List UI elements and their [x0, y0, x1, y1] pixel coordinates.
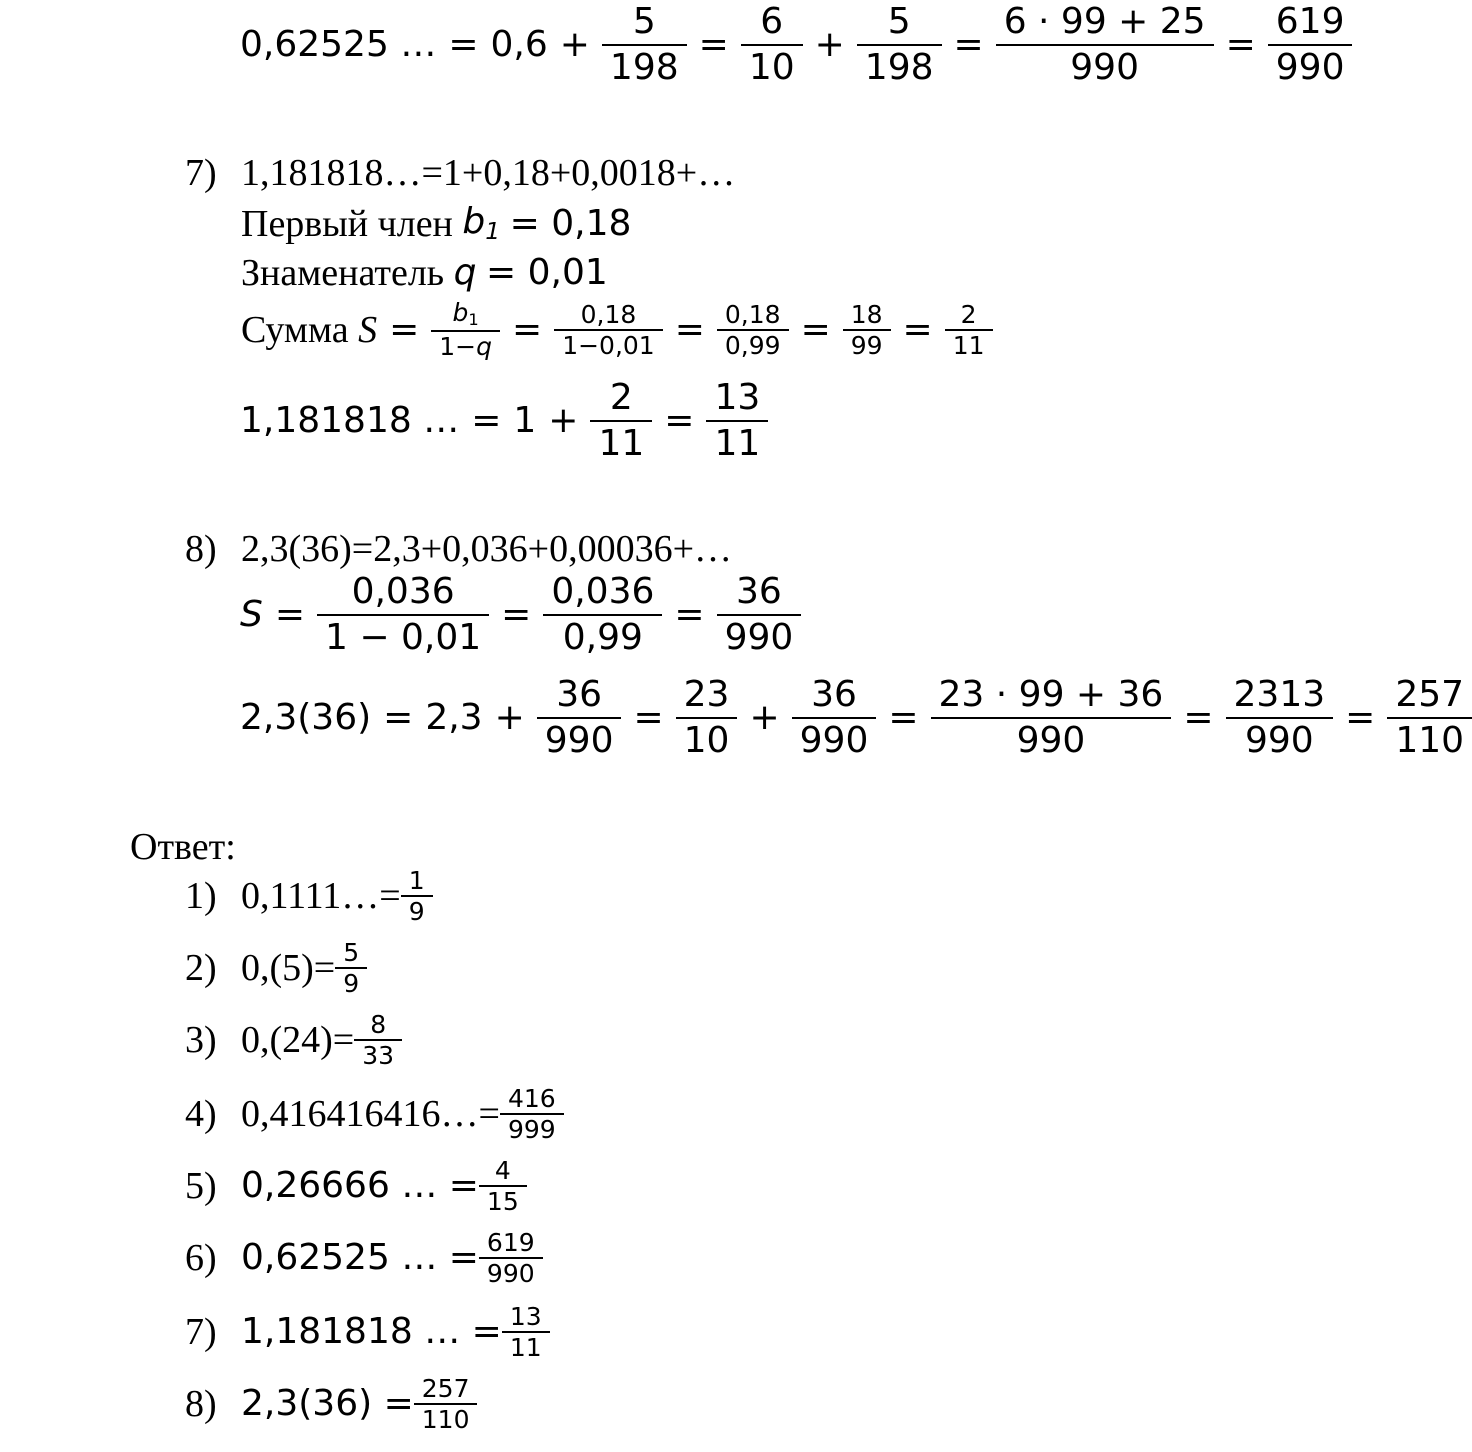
answer-item: 4) 0,416416416…= $\frac{416}{999}$ — [185, 1086, 564, 1142]
item8-result: 2,3(36) = 2,3 + $\frac{36}{990}$ = $\frac{23}{10}$ + $\frac{36}{990}$ = $\frac{23 \cdot 99 + 36}{990}$ = $\frac{2313}{990}$ = $\frac{257}{110}$ — [240, 677, 1472, 759]
fraction: $\frac{619}{990}$ — [483, 1230, 539, 1286]
item-label: 1) — [185, 875, 217, 917]
fraction: $\frac{36}{990}$ — [721, 574, 798, 656]
fraction: $\frac{6 \cdot 99 + 25}{990}$ — [1000, 4, 1210, 86]
equals-sign: = — [953, 24, 984, 65]
fraction: $\frac{13}{11}$ — [710, 380, 764, 462]
fraction: $\frac{13}{11}$ — [506, 1304, 546, 1360]
equals-sign: = — [448, 24, 479, 65]
fraction: $\frac{36}{990}$ — [796, 677, 873, 759]
answer-item: 2) 0,(5)= $\frac{5}{9}$ — [185, 940, 367, 996]
fraction: $\frac{416}{999}$ — [504, 1086, 560, 1142]
item7-series-line — [185, 154, 735, 192]
item-label: 5) — [185, 1165, 217, 1207]
plus-sign: + — [814, 24, 845, 65]
item8-sum: S = $\frac{0,036}{1 - 0,01}$ = $\frac{0,036}{0,99}$ = $\frac{36}{990}$ — [240, 574, 801, 656]
fraction: $\frac{1}{9}$ — [405, 868, 429, 924]
item-label: 4) — [185, 1093, 217, 1135]
item-label: 2) — [185, 947, 217, 989]
item-label: 8) — [185, 528, 217, 570]
top-term: 0,6 — [490, 24, 548, 65]
fraction: $\frac{257}{110}$ — [418, 1376, 474, 1432]
item7-result: 1,181818 … = 1 + $\frac{2}{11}$ = $\frac{13}{11}$ — [240, 380, 768, 462]
fraction: $\frac{2}{11}$ — [594, 380, 648, 462]
fraction: $\frac{4}{15}$ — [483, 1158, 523, 1214]
fraction: $\frac{5}{198}$ — [606, 4, 683, 86]
fraction: $\frac{b_1}{1-q}$ — [435, 300, 496, 359]
item8-series-line — [185, 530, 732, 568]
item7-first-term: Первый член $b_1$ = 0,18 — [241, 201, 632, 245]
fraction: $\frac{23}{10}$ — [680, 677, 734, 759]
fraction: $\frac{0,18}{1-0,01}$ — [558, 302, 659, 358]
answer-item: 5) 0,26666 … = $\frac{4}{15}$ — [185, 1158, 527, 1214]
fraction: $\frac{5}{198}$ — [861, 4, 938, 86]
item7-sum: Сумма S = $\frac{b_1}{1-q}$ = $\frac{0,18}{1-0,01}$ = $\frac{0,18}{0,99}$ = $\frac{18}{99}$ = $\frac{2}{11}$ — [241, 300, 993, 359]
item7-ratio: Знаменатель q = 0,01 — [241, 252, 608, 294]
item-label: 8) — [185, 1383, 217, 1425]
fraction: $\frac{8}{33}$ — [358, 1012, 398, 1068]
item-label: 6) — [185, 1237, 217, 1279]
item-label: 7) — [185, 1311, 217, 1353]
top-lhs: 0,62525 … — [240, 24, 437, 65]
fraction: $\frac{0,036}{0,99}$ — [547, 574, 658, 656]
answer-item: 8) 2,3(36) = $\frac{257}{110}$ — [185, 1376, 477, 1432]
plus-sign: + — [559, 24, 590, 65]
fraction: $\frac{619}{990}$ — [1272, 4, 1349, 86]
fraction: $\frac{23 \cdot 99 + 36}{990}$ — [935, 677, 1168, 759]
fraction: $\frac{36}{990}$ — [541, 677, 618, 759]
answer-item: 3) 0,(24)= $\frac{8}{33}$ — [185, 1012, 402, 1068]
item7-series: 1,181818…=1+0,18+0,0018+… — [241, 152, 736, 194]
fraction: $\frac{18}{99}$ — [847, 302, 887, 358]
fraction: $\frac{2313}{990}$ — [1230, 677, 1330, 759]
item8-series: 2,3(36)=2,3+0,036+0,00036+… — [241, 528, 733, 570]
answer-item: 6) 0,62525 … = $\frac{619}{990}$ — [185, 1230, 543, 1286]
fraction: $\frac{2}{11}$ — [949, 302, 989, 358]
item-label: 3) — [185, 1019, 217, 1061]
answer-heading: Ответ: — [130, 826, 236, 868]
fraction: $\frac{5}{9}$ — [339, 940, 363, 996]
answer-item: 7) 1,181818 … = $\frac{13}{11}$ — [185, 1304, 550, 1360]
fraction: $\frac{257}{110}$ — [1391, 677, 1468, 759]
equals-sign: = — [1225, 24, 1256, 65]
fraction: $\frac{6}{10}$ — [745, 4, 799, 86]
item-label: 7) — [185, 152, 217, 194]
top-equation — [240, 1, 1352, 88]
answer-item: 1) 0,1111…= $\frac{1}{9}$ — [185, 868, 433, 924]
equals-sign: = — [698, 24, 729, 65]
fraction: $\frac{0,18}{0,99}$ — [721, 302, 785, 358]
fraction: $\frac{0,036}{1 - 0,01}$ — [321, 574, 485, 656]
